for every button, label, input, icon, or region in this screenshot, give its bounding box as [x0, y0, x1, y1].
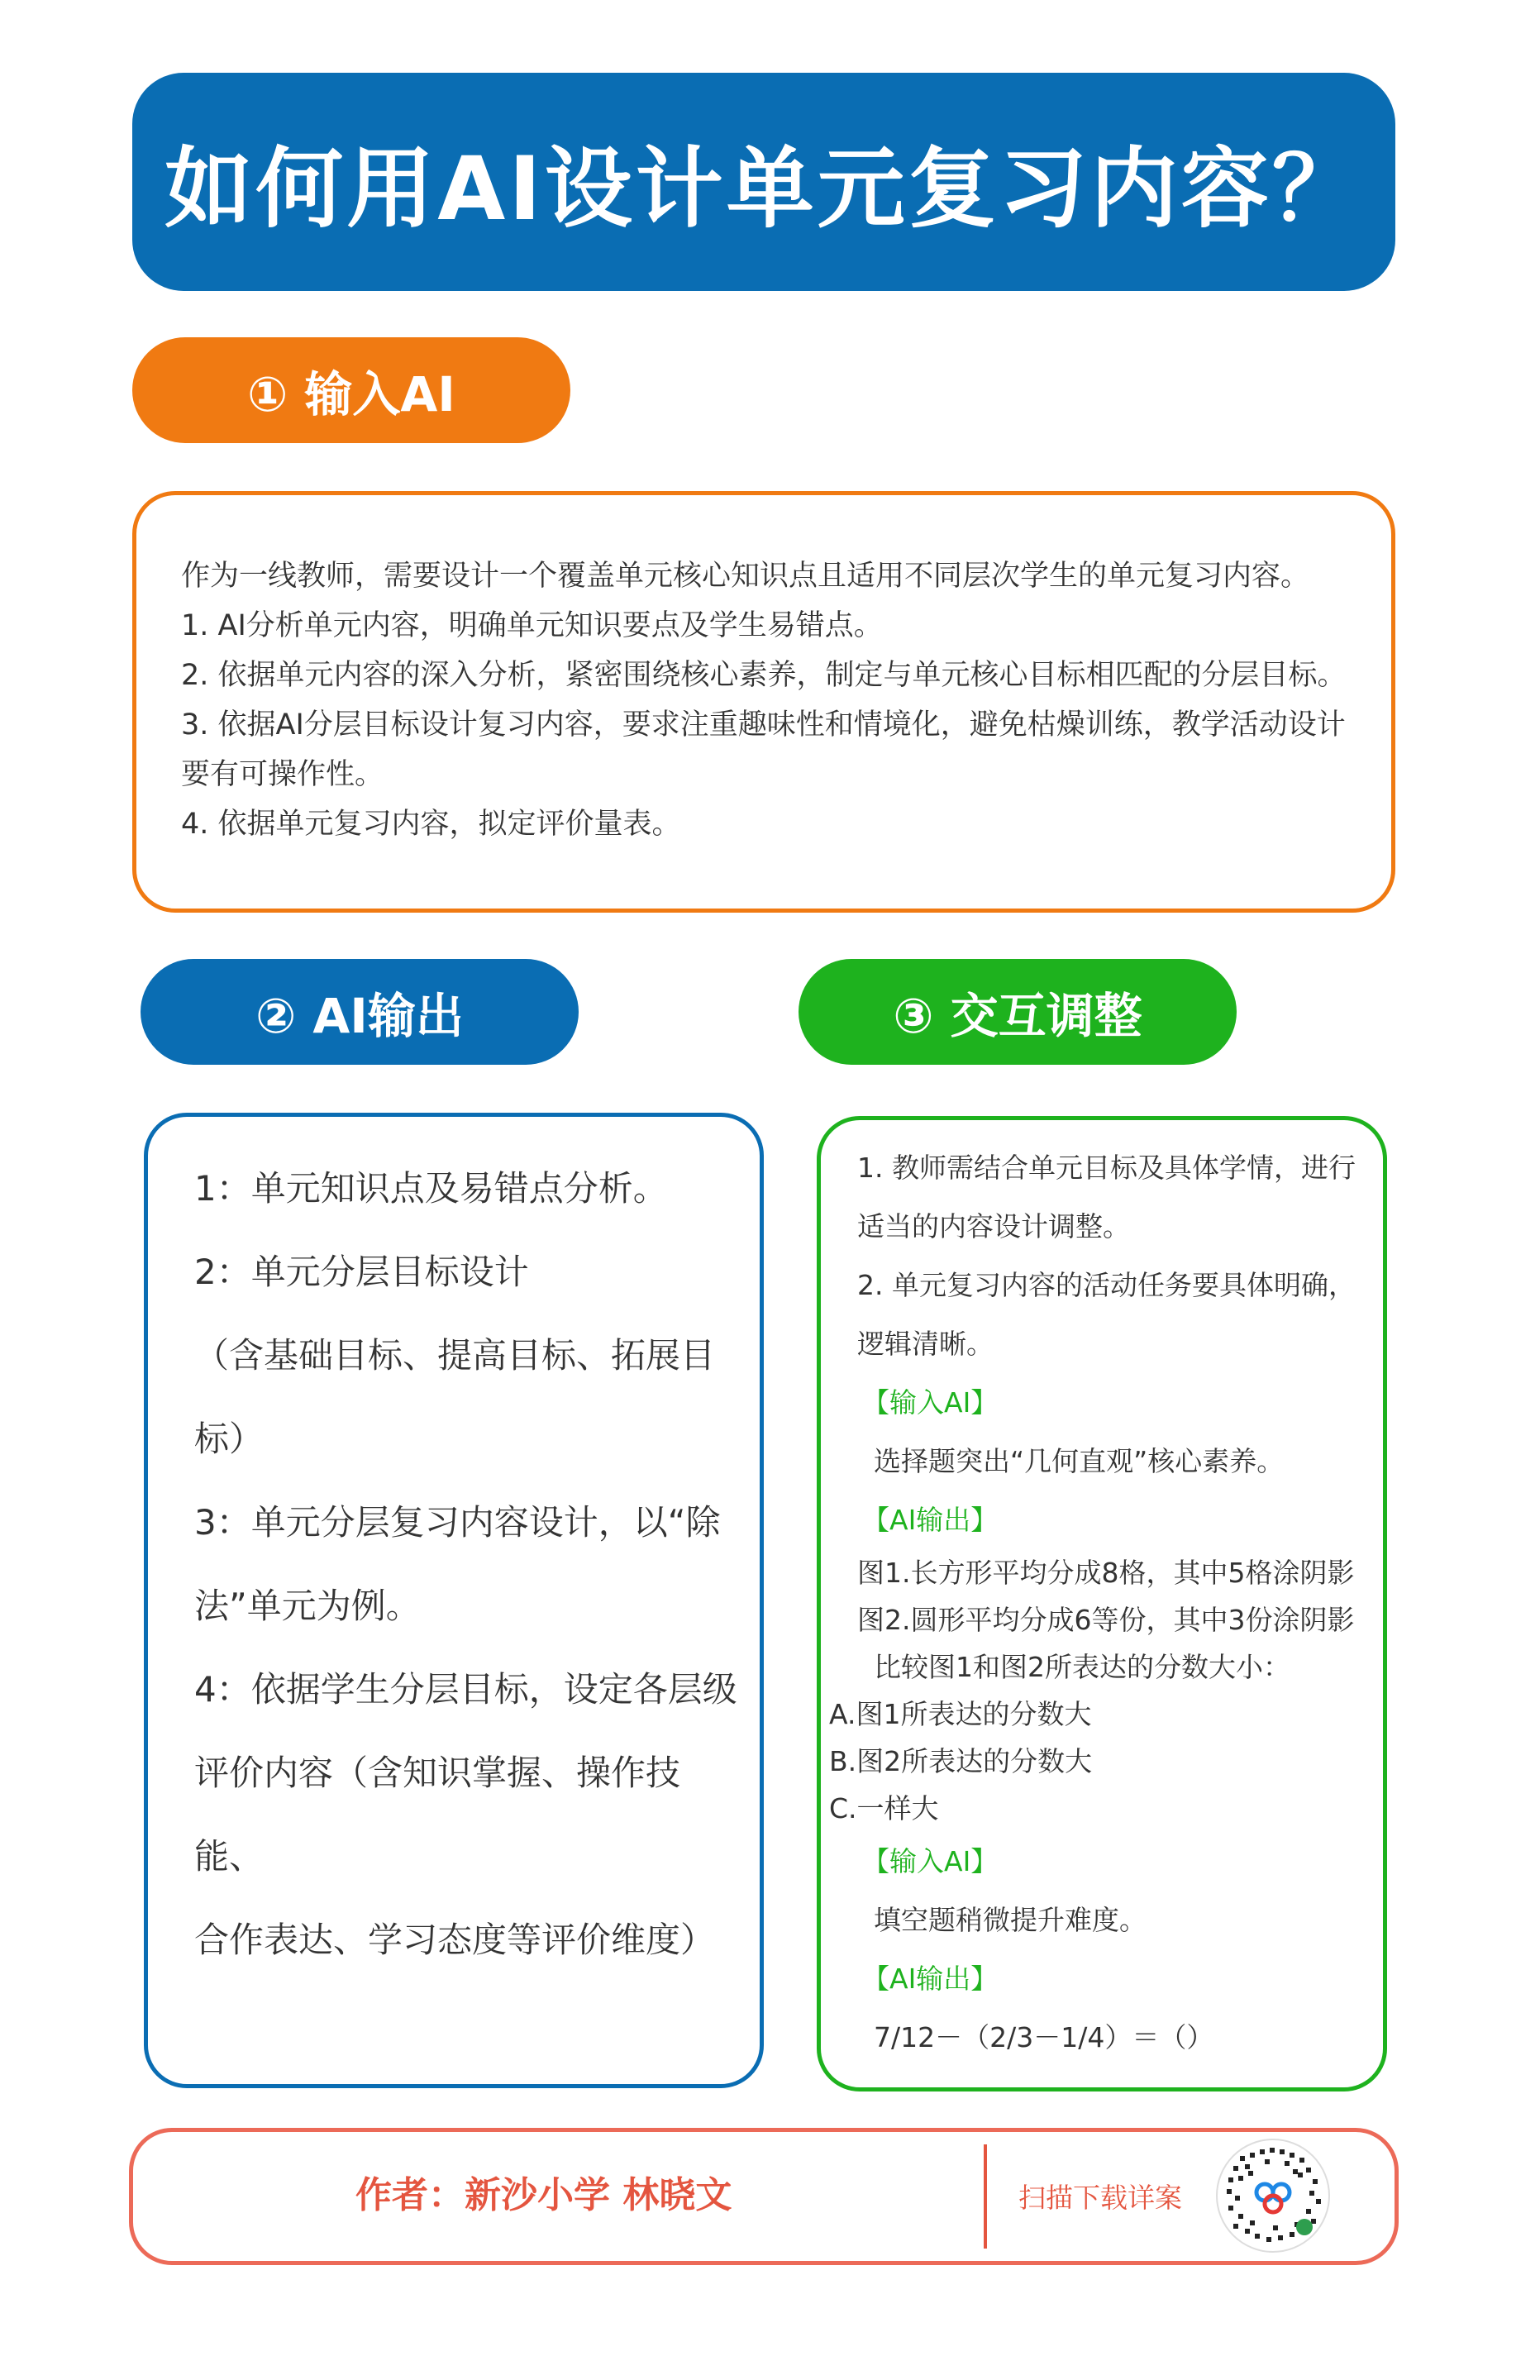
- input-line: 1. AI分析单元内容，明确单元知识要点及学生易错点。: [181, 609, 883, 642]
- page-title: 如何用AI设计单元复习内容？: [164, 138, 1363, 240]
- title-banner: [132, 73, 1395, 291]
- qr-code-icon[interactable]: [1215, 2138, 1331, 2254]
- tag-ai-output: 【AI输出】: [862, 1504, 999, 1536]
- step-2-label: ② AI输出: [141, 959, 579, 1065]
- footer-divider: [984, 2144, 987, 2249]
- adjust-point-1-line-2: 适当的内容设计调整。: [857, 1210, 1130, 1242]
- author-text: 作者：新沙小学 林晓文: [355, 2174, 732, 2216]
- input-ai-box: [132, 491, 1395, 913]
- input-line: 要有可操作性。: [181, 758, 384, 791]
- figure-2-text: 图2.圆形平均分成6等份，其中3份涂阴影: [857, 1604, 1355, 1636]
- output-line: 4：依据学生分层目标，设定各层级: [194, 1669, 737, 1710]
- option-b: B.图2所表达的分数大: [829, 1745, 1093, 1777]
- scan-download-text: 扫描下载详案: [1018, 2182, 1182, 2214]
- output-line: 2：单元分层目标设计: [194, 1252, 529, 1292]
- formula-text: 7/12－（2/3－1/4）＝（）: [874, 2021, 1214, 2053]
- compare-question: 比较图1和图2所表达的分数大小：: [874, 1651, 1290, 1683]
- tag-ai-output: 【AI输出】: [862, 1963, 999, 1995]
- output-line: 标）: [194, 1419, 265, 1459]
- tag-input-ai: 【输入AI】: [862, 1386, 999, 1419]
- ai-output-box: [144, 1113, 764, 2088]
- interactive-adjust-box: [817, 1116, 1387, 2091]
- input-line: 3. 依据AI分层目标设计复习内容，要求注重趣味性和情境化，避免枯燥训练，教学活动设计: [181, 708, 1346, 742]
- figure-1-text: 图1.长方形平均分成8格，其中5格涂阴影: [857, 1557, 1355, 1589]
- output-line: 评价内容（含知识掌握、操作技能、: [194, 1753, 681, 1877]
- input-line: 4. 依据单元复习内容，拟定评价量表。: [181, 808, 681, 841]
- output-line: 1：单元知识点及易错点分析。: [194, 1168, 668, 1209]
- output-line: （含基础目标、提高目标、拓展目: [194, 1335, 716, 1376]
- output-line: 法”单元为例。: [194, 1586, 421, 1626]
- tag-input-ai: 【输入AI】: [862, 1845, 999, 1877]
- output-line: 3：单元分层复习内容设计，以“除: [194, 1502, 721, 1543]
- adjust-point-2-line-1: 2. 单元复习内容的活动任务要具体明确，: [857, 1269, 1356, 1301]
- option-a: A.图1所表达的分数大: [829, 1698, 1092, 1730]
- adjust-point-2-line-2: 逻辑清晰。: [857, 1328, 994, 1360]
- prompt-fill-blank: 填空题稍微提升难度。: [874, 1904, 1147, 1936]
- adjust-point-1-line-1: 1. 教师需结合单元目标及具体学情，进行: [857, 1152, 1356, 1184]
- step-1-label: ① 输入AI: [132, 337, 570, 443]
- option-c: C.一样大: [829, 1792, 939, 1824]
- output-line: 合作表达、学习态度等评价维度）: [194, 1920, 716, 1960]
- step-3-label: ③ 交互调整: [799, 959, 1237, 1065]
- input-line: 2. 依据单元内容的深入分析，紧密围绕核心素养，制定与单元核心目标相匹配的分层目标。: [181, 659, 1347, 692]
- input-line: 作为一线教师，需要设计一个覆盖单元核心知识点且适用不同层次学生的单元复习内容。: [181, 560, 1310, 593]
- prompt-choice-question: 选择题突出“几何直观”核心素养。: [874, 1445, 1285, 1477]
